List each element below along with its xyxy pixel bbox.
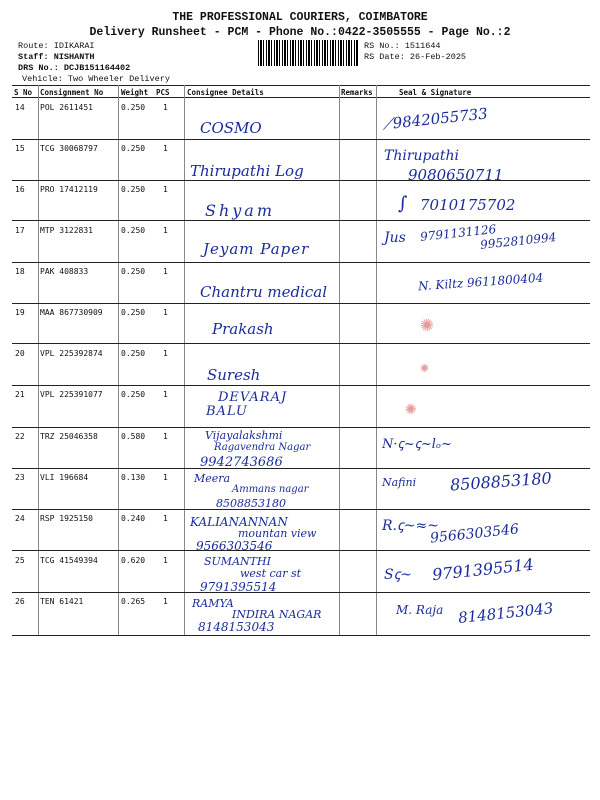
row-sno: 15 (15, 144, 25, 153)
handwritten-signature: M. Raja (396, 603, 444, 617)
row-consignment-no: MTP 3122831 (40, 226, 93, 235)
row-divider (12, 343, 590, 344)
handwritten-consignee-line3: 9791395514 (200, 580, 277, 594)
handwritten-consignee: Vijayalakshmi (205, 429, 283, 442)
row-divider (12, 509, 590, 510)
row-pcs: 1 (163, 390, 168, 399)
signature-scribble: R.ꞔ~≈~ (382, 518, 439, 534)
handwritten-consignee-line2: mountan view (238, 527, 317, 540)
handwritten-consignee: Jeyam Paper (203, 240, 310, 258)
row-weight: 0.265 (121, 597, 146, 606)
col-divider (184, 85, 185, 635)
faint-stamp: ✺ (418, 315, 436, 337)
drs-line: DRS No.: DCJB151164402 (18, 63, 131, 73)
vehicle-line: Vehicle: Two Wheeler Delivery (22, 74, 170, 84)
col-header-remarks: Remarks (341, 88, 373, 97)
row-consignment-no: TCG 41549394 (40, 556, 98, 565)
col-divider (38, 85, 39, 635)
row-consignment-no: TCG 30068797 (40, 144, 98, 153)
row-weight: 0.130 (121, 473, 146, 482)
handwritten-consignee-line2: INDIRA NAGAR (232, 608, 322, 621)
row-pcs: 1 (163, 144, 168, 153)
handwritten-consignee: Suresh (207, 366, 261, 384)
handwritten-consignee: Chantru medical (200, 283, 328, 301)
handwritten-consignee-line3: 8148153043 (198, 620, 275, 634)
row-consignment-no: VPL 225392874 (40, 349, 103, 358)
row-consignment-no: RSP 1925150 (40, 514, 93, 523)
row-consignment-no: MAA 867730909 (40, 308, 103, 317)
barcode (258, 40, 358, 66)
handwritten-consignee-line3: 9566303546 (196, 539, 273, 553)
col-header-consignment: Consignment No (40, 88, 104, 97)
signature-scribble: N·ꞔ~ꞔ~lₒ~ (382, 437, 452, 452)
route-line: Route: IDIKARAI (18, 41, 95, 51)
row-divider (12, 220, 590, 221)
row-sno: 21 (15, 390, 25, 399)
row-weight: 0.250 (121, 308, 146, 317)
row-divider (12, 427, 590, 428)
row-divider (12, 592, 590, 593)
handwritten-consignee-line2: BALU (206, 404, 248, 419)
handwritten-phone: 7010175702 (420, 196, 516, 214)
runsheet-subtitle: Delivery Runsheet - PCM - Phone No.:0422-3505555 - Page No.:2 (89, 26, 511, 39)
row-weight: 0.620 (121, 556, 146, 565)
row-pcs: 1 (163, 514, 168, 523)
row-consignment-no: PAK 408833 (40, 267, 89, 276)
row-sno: 18 (15, 267, 25, 276)
row-consignment-no: TEN 61421 (40, 597, 84, 606)
row-pcs: 1 (163, 226, 168, 235)
handwritten-consignee: RAMYA (192, 597, 234, 610)
row-pcs: 1 (163, 597, 168, 606)
handwritten-consignee-line3: 8508853180 (216, 497, 286, 510)
handwritten-consignee: DEVARAJ (218, 390, 288, 405)
faint-stamp: ✺ (420, 362, 430, 375)
handwritten-signature: Thirupathi (384, 148, 459, 164)
handwritten-phone: 8148153043 (457, 599, 555, 627)
row-pcs: 1 (163, 473, 168, 482)
row-sno: 23 (15, 473, 25, 482)
row-sno: 24 (15, 514, 25, 523)
signature-scribble: Sꞔ~ (384, 567, 413, 583)
signature-scribble: ∫ (398, 193, 408, 214)
row-weight: 0.250 (121, 144, 146, 153)
row-pcs: 1 (163, 185, 168, 194)
table-header-border (12, 97, 590, 98)
rs-date-line: RS Date: 26-Feb-2025 (364, 52, 467, 62)
row-sno: 14 (15, 103, 25, 112)
row-sno: 19 (15, 308, 25, 317)
handwritten-consignee: KALIANANNAN (190, 515, 288, 529)
row-pcs: 1 (163, 556, 168, 565)
table-top-border (12, 85, 590, 86)
row-consignment-no: POL 2611451 (40, 103, 93, 112)
handwritten-consignee: SUMANTHI (204, 555, 271, 568)
row-consignment-no: VLI 196684 (40, 473, 89, 482)
row-divider (12, 180, 590, 181)
handwritten-consignee: Shyam (205, 201, 276, 220)
row-divider (12, 262, 590, 263)
handwritten-consignee-line2: west car st (240, 567, 302, 580)
handwritten-consignee: COSMO (200, 119, 262, 137)
row-pcs: 1 (163, 308, 168, 317)
faint-stamp: ✺ (403, 401, 418, 419)
row-sno: 25 (15, 556, 25, 565)
row-weight: 0.250 (121, 226, 146, 235)
col-divider (118, 85, 119, 635)
row-weight: 0.250 (121, 267, 146, 276)
row-sno: 17 (15, 226, 25, 235)
row-weight: 0.250 (121, 103, 146, 112)
handwritten-consignee-line2: Ragavendra Nagar (214, 442, 311, 453)
row-consignment-no: TRZ 25046358 (40, 432, 98, 441)
col-header-consignee: Consignee Details (187, 88, 264, 97)
handwritten-signature: N. Kiltz 9611800404 (417, 270, 544, 294)
handwritten-phone: 9791131126 (419, 222, 497, 244)
row-weight: 0.240 (121, 514, 146, 523)
row-weight: 0.250 (121, 185, 146, 194)
row-sno: 20 (15, 349, 25, 358)
signature-scribble: Nafini (382, 476, 417, 489)
row-pcs: 1 (163, 267, 168, 276)
row-pcs: 1 (163, 349, 168, 358)
col-header-weight: Weight (121, 88, 149, 97)
row-divider (12, 550, 590, 551)
row-divider (12, 468, 590, 469)
row-weight: 0.580 (121, 432, 146, 441)
row-consignment-no: VPL 225391077 (40, 390, 103, 399)
handwritten-consignee-line2: Ammans nagar (232, 484, 309, 495)
signature-scribble: Jus (384, 230, 406, 246)
row-sno: 26 (15, 597, 25, 606)
table-bottom-border (12, 635, 590, 636)
col-header-sno: S No (14, 88, 33, 97)
row-divider (12, 385, 590, 386)
row-sno: 22 (15, 432, 25, 441)
handwritten-phone: 9566303546 (429, 521, 520, 547)
handwritten-phone: 9791395514 (431, 554, 535, 585)
col-header-pcs: PCS (156, 88, 170, 97)
rs-no-line: RS No.: 1511644 (364, 41, 441, 51)
company-title: THE PROFESSIONAL COURIERS, COIMBATORE (172, 11, 428, 24)
handwritten-phone: 8508853180 (449, 468, 553, 495)
row-divider (12, 303, 590, 304)
row-sno: 16 (15, 185, 25, 194)
col-divider (339, 85, 340, 635)
col-header-seal: Seal & Signature (399, 88, 472, 97)
row-weight: 0.250 (121, 390, 146, 399)
handwritten-phone: 9080650711 (408, 166, 504, 184)
handwritten-consignee: Meera (194, 472, 231, 485)
staff-line: Staff: NISHANTH (18, 52, 95, 62)
row-consignment-no: PRO 17412119 (40, 185, 98, 194)
row-pcs: 1 (163, 432, 168, 441)
handwritten-phone: 9952810994 (479, 230, 557, 252)
handwritten-consignee-line3: 9942743686 (200, 455, 283, 470)
row-divider (12, 139, 590, 140)
col-divider (376, 85, 377, 635)
handwritten-consignee: Prakash (212, 320, 274, 338)
handwritten-consignee: Thirupathi Log (190, 162, 304, 180)
row-weight: 0.250 (121, 349, 146, 358)
handwritten-signature: ⟋9842055733 (381, 104, 489, 134)
row-pcs: 1 (163, 103, 168, 112)
